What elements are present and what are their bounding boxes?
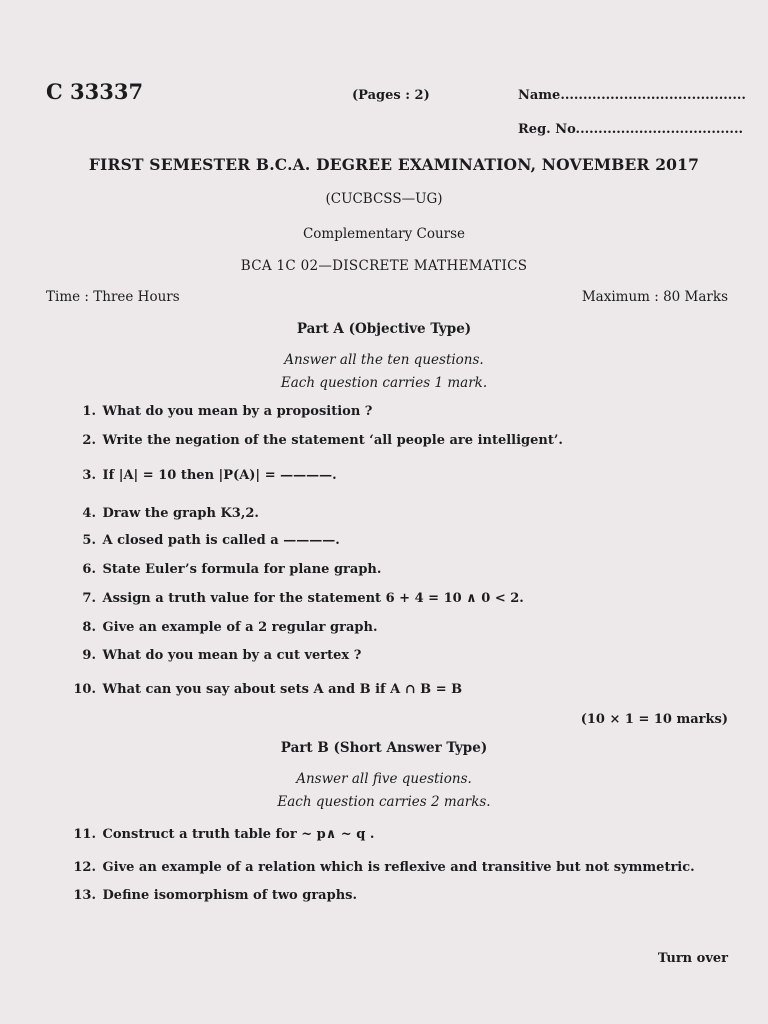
name-field-label: Name......................................... [518,88,746,103]
question-number: 8. [82,620,96,635]
question-8 [60,620,378,635]
question-number: 4. [82,506,96,521]
page-count: (Pages : 2) [352,88,430,103]
part-b-instruction-1: Answer all five questions. [296,771,472,787]
question-text: If |A| = 10 then |P(A)| = ————. [102,468,337,483]
question-text: State Euler’s formula for plane graph. [102,562,382,577]
question-number: 13. [73,888,96,903]
question-text: Write the negation of the statement ‘all people are intelligent’. [102,433,563,448]
question-text: Give an example of a 2 regular graph. [102,620,378,635]
part-a-heading: Part A (Objective Type) [296,321,472,337]
question-7 [60,591,524,606]
part-b-instruction-2: Each question carries 2 marks. [277,794,491,810]
question-5 [60,533,340,548]
exam-duration: Time : Three Hours [46,289,180,305]
question-number: 1. [82,404,96,419]
question-text: Draw the graph K3,2. [102,506,259,521]
maximum-marks: Maximum : 80 Marks [581,289,728,305]
question-9 [60,648,361,663]
question-text: What do you mean by a proposition ? [102,404,373,419]
turn-over-note: Turn over [657,951,728,966]
part-a-instruction-2: Each question carries 1 mark. [280,375,488,391]
question-number: 7. [82,591,96,606]
question-text: Assign a truth value for the statement 6 + 4 = 10 ∧ 0 < 2. [102,591,524,606]
question-number: 11. [73,827,96,842]
question-1 [60,404,372,419]
question-11 [60,827,374,842]
question-10 [60,682,462,697]
question-13 [60,888,357,903]
part-a-instruction-1: Answer all the ten questions. [284,352,484,368]
question-6 [60,562,381,577]
question-number: 5. [82,533,96,548]
reg-no-field-label: Reg. No..................................... [518,122,743,137]
exam-scheme: (CUCBCSS—UG) [325,191,443,207]
question-number: 2. [82,433,96,448]
question-text: What can you say about sets A and B if A ∩ B = B [102,682,463,697]
paper-title: BCA 1C 02—DISCRETE MATHEMATICS [240,258,528,274]
course-type: Complementary Course [302,226,466,242]
question-3 [60,468,337,483]
question-number: 12. [73,860,96,875]
question-number: 6. [82,562,96,577]
question-number: 3. [82,468,96,483]
question-2 [60,433,563,448]
part-a-marks: (10 × 1 = 10 marks) [580,712,728,727]
question-4 [60,506,259,521]
question-text: Define isomorphism of two graphs. [102,888,357,903]
part-b-heading: Part B (Short Answer Type) [280,740,488,756]
question-text: Give an example of a relation which is reflexive and transitive but not symmetric. [102,860,695,875]
question-12 [60,860,695,875]
question-text: What do you mean by a cut vertex ? [102,648,362,663]
question-text: Construct a truth table for ~ p∧ ~ q . [102,827,375,842]
question-number: 10. [73,682,96,697]
question-text: A closed path is called a ————. [102,533,340,548]
exam-title: FIRST SEMESTER B.C.A. DEGREE EXAMINATION, NOVEMBER 2017 [88,155,700,174]
question-number: 9. [82,648,96,663]
paper-code: C 33337 [46,79,144,104]
